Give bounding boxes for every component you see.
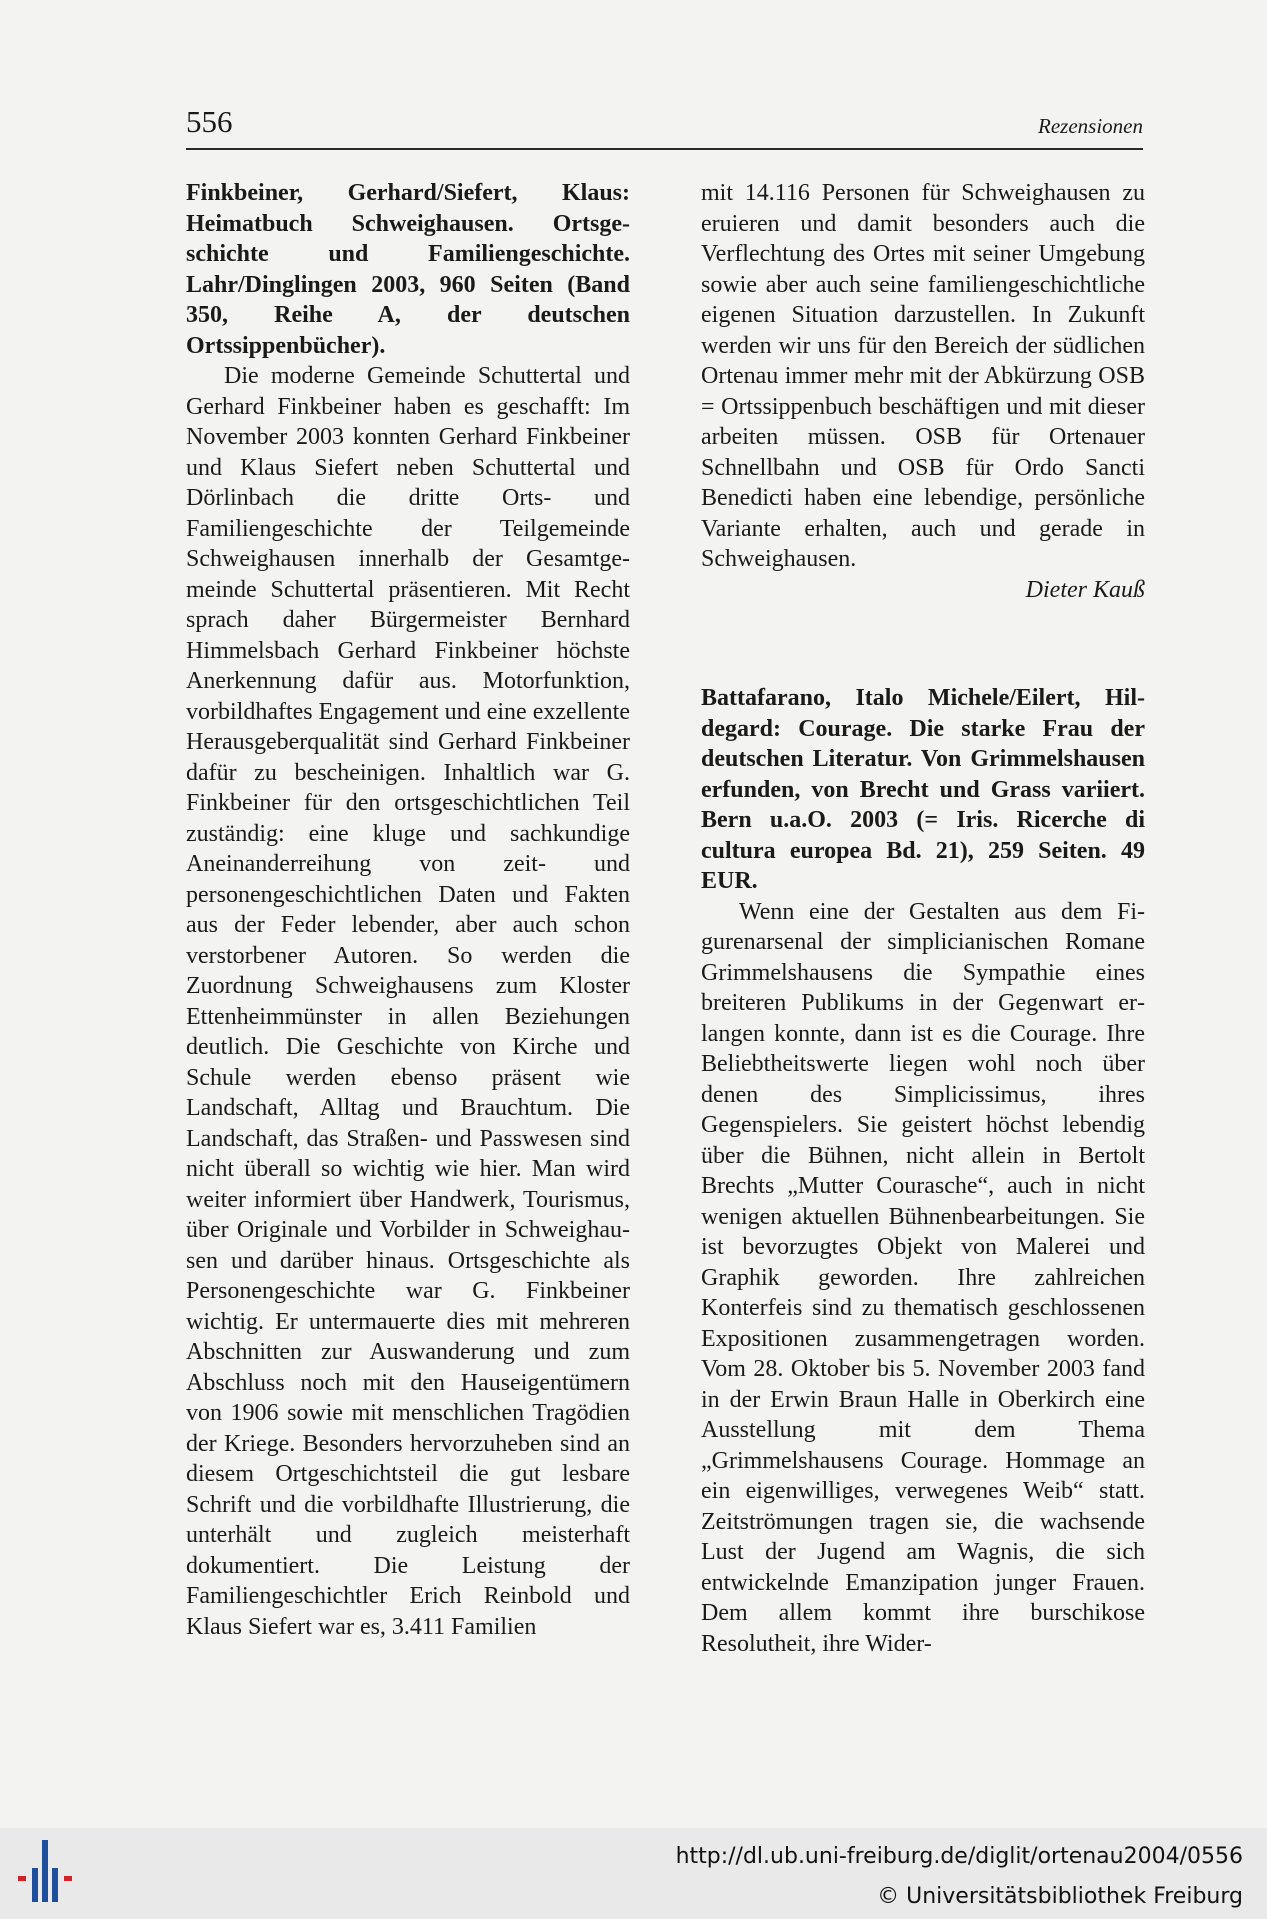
document-url-link[interactable]: http://dl.ub.uni-freiburg.de/diglit/ortenau2004/0556	[675, 1844, 1243, 1869]
left-column	[186, 178, 630, 1642]
review-2-title: Battafarano, Italo Michele/Eilert, Hildegard: Courage. Die starke Frau der deutschen Literatur. Von Grimmelshausen erfunden, von Brecht und Grass variiert. Bern u.a.O. 2003 (= Iris. Ricerche di cultura europea Bd. 21), 259 Seiten. 49 EUR.	[701, 685, 1145, 894]
section-spacer	[701, 605, 1145, 683]
review-1-body: Die moderne Gemeinde Schuttertal und Gerhard Finkbeiner haben es geschafft: Im November 2003 konnten Gerhard Finkbeiner und Klaus Siefert neben Schuttertal und Dörlinbach die dritte Orts- und Familiengeschichte der Teilgemeinde Schweighausen innerhalb der Gesamtgemeinde Schuttertal präsentieren. Mit Recht sprach daher Bürgermeister Bernhard Himmelsbach Gerhard Finkbeiner höchste Anerkennung dafür aus. Motorfunktion, vorbildhaftes Engagement und eine exzellente Herausgeberqualität sind Gerhard Finkbeiner dafür zu bescheinigen. Inhaltlich war G. Finkbeiner für den ortsgeschichtlichen Teil zuständig: eine kluge und sachkundige Aneinanderreihung von zeit- und personengeschichtlichen Daten und Fakten aus der Feder lebender, aber auch schon verstorbener Autoren. So werden die Zuordnung Schweighausens zum Kloster Ettenheimmünster in allen Beziehungen deutlich. Die Geschichte von Kirche und Schule werden ebenso präsent wie Landschaft, Alltag und Brauchtum. Die Landschaft, das Straßen- und Passwesen sind nicht überall so wichtig wie hier. Man wird weiter informiert über Handwerk, Tourismus, über Originale und Vorbilder in Schweighausen und darüber hinaus. Ortsgeschichte als Personengeschichte war G. Finkbeiner wichtig. Er untermauerte dies mit mehreren Abschnitten zur Auswanderung und zum Abschluss noch mit den Hauseigentümern von 1906 sowie mit menschlichen Tragödien der Kriege. Besonders hervorzuheben sind an diesem Ortgeschichtsteil die gut lesbare Schrift und die vorbildhafte Illustrierung, die unterhält und zugleich meisterhaft dokumentiert. Die Leistung der Familiengeschichtler Erich Reinbold und Klaus Siefert war es, 3.411 Familien	[186, 363, 630, 1640]
review-1-body-continued: mit 14.116 Personen für Schweighausen zu eruieren und damit besonders auch die Verflechtung des Ortes mit seiner Umgebung sowie aber auch seine familiengeschichtliche eigenen Situation darzustellen. In Zukunft werden wir uns für den Bereich der südlichen Ortenau immer mehr mit der Abkürzung OSB = Ortssippenbuch beschäftigen und mit dieser arbeiten müssen. OSB für Ortenauer Schnellbahn und OSB für Ordo Sancti Benedicti haben eine lebendige, persönliche Variante erhalten, auch und gerade in Schweighausen.	[701, 180, 1145, 572]
ub-freiburg-logo-icon[interactable]	[16, 1840, 80, 1910]
right-column	[701, 178, 1145, 1659]
copyright-notice: © Universitätsbibliothek Freiburg	[877, 1884, 1243, 1909]
review-2-body: Wenn eine der Gestalten aus dem Figurenarsenal der simplicianischen Romane Grimmelshausens die Sympathie eines breiteren Publikums in der Gegenwart erlangen konnte, dann ist es die Courage. Ihre Beliebtheitswerte liegen wohl noch über denen des Simplicissimus, ihres Gegenspielers. Sie geistert höchst lebendig über die Bühnen, nicht allein in Bertolt Brechts „Mutter Courasche“, auch in nicht wenigen aktuellen Bühnenbearbeitungen. Sie ist bevorzugtes Objekt von Malerei und Graphik geworden. Ihre zahlreichen Konterfeis sind zu thematisch geschlossenen Expositionen zusammengetragen worden. Vom 28. Oktober bis 5. November 2003 fand in der Erwin Braun Halle in Oberkirch eine Ausstellung mit dem Thema „Grimmelshausens Courage. Hommage an ein eigenwilliges, verwegenes Weib“ statt. Zeitströmungen tragen sie, die wachsende Lust der Jugend am Wagnis, die sich entwickelnde Emanzipation junger Frauen. Dem allem kommt ihre burschikose Resolutheit, ihre Wider-	[701, 898, 1145, 1657]
page-header	[186, 104, 1143, 150]
running-head: Rezensionen	[1038, 114, 1143, 138]
review-1-title: Finkbeiner, Gerhard/Siefert, Klaus: Heimatbuch Schweighausen. Ortsgeschichte und Familiengeschichte. Lahr/Dinglingen 2003, 960 Seiten (Band 350, Reihe A, der deutschen Ortssippenbücher).	[186, 180, 630, 359]
review-1-author: Dieter Kauß	[1025, 576, 1145, 603]
page-number: 556	[186, 104, 233, 139]
viewer-footer	[0, 1828, 1267, 1919]
